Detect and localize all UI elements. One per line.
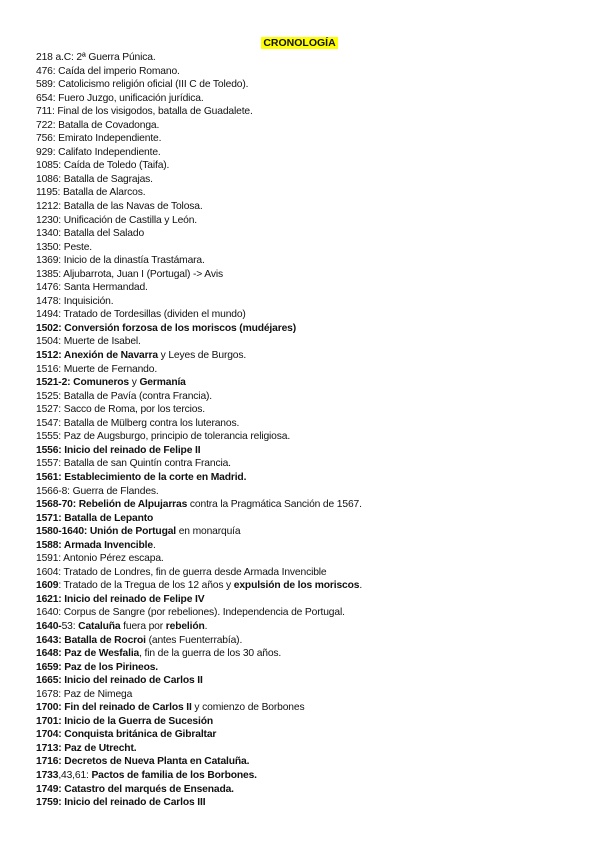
chronology-entry bbox=[36, 593, 586, 607]
entry-text-bold: 1571: Batalla de Lepanto bbox=[36, 512, 154, 524]
entry-text-bold: 1704: Conquista británica de Gibraltar bbox=[36, 729, 217, 741]
chronology-entry bbox=[36, 159, 586, 173]
entry-text-bold: 1568-70: Rebelión de Alpujarras bbox=[36, 499, 188, 511]
entry-text-bold: expulsión de los moriscos bbox=[233, 580, 360, 592]
entry-text-bold: 1502: Conversión forzosa de los moriscos (mudéjares) bbox=[36, 322, 297, 334]
entry-text: 476: Caída del imperio Romano. bbox=[36, 65, 180, 77]
entry-text: ,43,61: bbox=[58, 769, 92, 781]
entry-text: 1547: Batalla de Mülberg contra los luteranos. bbox=[36, 417, 240, 429]
chronology-entry bbox=[36, 186, 586, 200]
chronology-entry bbox=[36, 457, 586, 471]
entry-text: 1678: Paz de Nimega bbox=[36, 688, 133, 700]
chronology-entry bbox=[36, 674, 586, 688]
entry-text-bold: Germanía bbox=[139, 377, 186, 389]
chronology-entry bbox=[36, 620, 586, 634]
chronology-entry bbox=[36, 755, 586, 769]
entry-text: 589: Catolicismo religión oficial (III C de Toledo). bbox=[36, 79, 249, 91]
entry-text: 1350: Peste. bbox=[36, 241, 93, 253]
entry-text: 1516: Muerte de Fernando. bbox=[36, 363, 158, 375]
chronology-entry bbox=[36, 606, 586, 620]
entry-text: 711: Final de los visigodos, batalla de Guadalete. bbox=[36, 106, 253, 118]
entry-text: 1525: Batalla de Pavía (contra Francia). bbox=[36, 390, 213, 402]
chronology-entry bbox=[36, 51, 586, 65]
chronology-entry bbox=[36, 715, 586, 729]
entry-text-bold: rebelión bbox=[165, 620, 205, 632]
entry-text-bold: 1621: Inicio del reinado de Felipe IV bbox=[36, 593, 205, 605]
entry-text: contra la Pragmática Sanción de 1567. bbox=[187, 499, 362, 511]
entry-text: 218 a.C: 2ª Guerra Púnica. bbox=[36, 52, 156, 63]
entry-text: 1195: Batalla de Alarcos. bbox=[36, 187, 146, 199]
entry-text: 1385: Aljubarrota, Juan I (Portugal) -> Avis bbox=[36, 268, 223, 280]
chronology-entry bbox=[36, 688, 586, 702]
entry-text: 1566-8: Guerra de Flandes. bbox=[36, 485, 159, 497]
entry-text: . bbox=[152, 539, 156, 551]
chronology-entry bbox=[36, 566, 586, 580]
entry-text: y comienzo de Borbones bbox=[191, 702, 305, 714]
chronology-entry bbox=[36, 783, 586, 797]
entry-text-bold: 1588: Armada Invencible bbox=[36, 539, 153, 551]
chronology-entry bbox=[36, 539, 586, 553]
entry-text: 1212: Batalla de las Navas de Tolosa. bbox=[36, 201, 203, 213]
chronology-entry bbox=[36, 227, 586, 241]
chronology-entry bbox=[36, 268, 586, 282]
chronology-entry bbox=[36, 322, 586, 336]
chronology-entry bbox=[36, 444, 586, 458]
page-title bbox=[0, 37, 599, 50]
chronology-entry bbox=[36, 525, 586, 539]
entry-text-bold: Cataluña bbox=[78, 620, 121, 632]
entry-text: 1476: Santa Hermandad. bbox=[36, 282, 148, 294]
chronology-entry bbox=[36, 498, 586, 512]
entry-text: 756: Emirato Independiente. bbox=[36, 133, 162, 145]
entry-text: 1085: Caída de Toledo (Taifa). bbox=[36, 160, 170, 172]
chronology-entry bbox=[36, 214, 586, 228]
chronology-entry bbox=[36, 742, 586, 756]
entry-text: en monarquía bbox=[176, 526, 241, 538]
chronology-entry bbox=[36, 552, 586, 566]
entry-text-bold: 1713: Paz de Utrecht. bbox=[36, 742, 137, 754]
entry-text-bold: 1701: Inicio de la Guerra de Sucesión bbox=[36, 715, 214, 727]
entry-text: 53: bbox=[61, 620, 79, 632]
entry-text: : Tratado de la Tregua de los 12 años y bbox=[58, 580, 234, 592]
entry-text: 1640: Corpus de Sangre (por rebeliones). Independencia de Portugal. bbox=[36, 607, 345, 619]
chronology-entry bbox=[36, 485, 586, 499]
entry-text-bold: 1733 bbox=[36, 769, 59, 781]
chronology-entry bbox=[36, 146, 586, 160]
entry-text: fuera por bbox=[120, 620, 166, 632]
chronology-entry bbox=[36, 661, 586, 675]
chronology-entry bbox=[36, 376, 586, 390]
entry-text: 1478: Inquisición. bbox=[36, 295, 114, 307]
entry-text: 1369: Inicio de la dinastía Trastámara. bbox=[36, 255, 205, 267]
entry-text-bold: 1521-2: Comuneros bbox=[36, 377, 130, 389]
entry-text: y Leyes de Burgos. bbox=[157, 350, 247, 362]
entry-text-bold: 1643: Batalla de Rocroi bbox=[36, 634, 146, 646]
entry-text: 1494: Tratado de Tordesillas (dividen el mundo) bbox=[36, 309, 246, 321]
chronology-entry bbox=[36, 363, 586, 377]
entry-text: (antes Fuenterrabía). bbox=[145, 634, 243, 646]
entry-text: 1557: Batalla de san Quintín contra Francia. bbox=[36, 458, 231, 470]
entry-text-bold: 1556: Inicio del reinado de Felipe II bbox=[36, 444, 201, 456]
chronology-entry bbox=[36, 403, 586, 417]
chronology-list bbox=[36, 51, 586, 810]
entry-text: 1340: Batalla del Salado bbox=[36, 228, 145, 240]
chronology-entry bbox=[36, 105, 586, 119]
entry-text-bold: 1648: Paz de Wesfalia bbox=[36, 648, 140, 660]
chronology-entry bbox=[36, 471, 586, 485]
entry-text: 1604: Tratado de Londres, fin de guerra desde Armada Invencible bbox=[36, 566, 327, 578]
chronology-entry bbox=[36, 349, 586, 363]
chronology-entry bbox=[36, 254, 586, 268]
chronology-entry bbox=[36, 308, 586, 322]
entry-text: 1504: Muerte de Isabel. bbox=[36, 336, 141, 348]
chronology-entry bbox=[36, 132, 586, 146]
entry-text: y bbox=[129, 377, 140, 389]
entry-text-bold: 1512: Anexión de Navarra bbox=[36, 350, 158, 362]
title-highlight: CRONOLOGÍA bbox=[263, 37, 336, 49]
entry-text-bold: 1759: Inicio del reinado de Carlos III bbox=[36, 797, 206, 809]
entry-text: 929: Califato Independiente. bbox=[36, 146, 161, 158]
chronology-entry bbox=[36, 769, 586, 783]
chronology-entry bbox=[36, 634, 586, 648]
chronology-entry bbox=[36, 200, 586, 214]
chronology-entry bbox=[36, 430, 586, 444]
chronology-entry bbox=[36, 796, 586, 810]
entry-text-bold: 1640- bbox=[36, 620, 62, 632]
entry-text-bold: 1659: Paz de los Pirineos. bbox=[36, 661, 159, 673]
entry-text: 1591: Antonio Pérez escapa. bbox=[36, 553, 164, 565]
chronology-entry bbox=[36, 78, 586, 92]
chronology-entry bbox=[36, 241, 586, 255]
chronology-entry bbox=[36, 647, 586, 661]
chronology-entry bbox=[36, 119, 586, 133]
chronology-entry bbox=[36, 512, 586, 526]
entry-text: 1527: Sacco de Roma, por los tercios. bbox=[36, 404, 206, 416]
chronology-entry bbox=[36, 92, 586, 106]
chronology-entry bbox=[36, 728, 586, 742]
entry-text: 722: Batalla de Covadonga. bbox=[36, 119, 160, 131]
entry-text: 1086: Batalla de Sagrajas. bbox=[36, 173, 153, 185]
entry-text: 1230: Unificación de Castilla y León. bbox=[36, 214, 198, 226]
entry-text: . bbox=[359, 580, 363, 592]
chronology-entry bbox=[36, 65, 586, 79]
chronology-entry bbox=[36, 579, 586, 593]
entry-text-bold: 1580-1640: Unión de Portugal bbox=[36, 526, 176, 538]
chronology-entry bbox=[36, 295, 586, 309]
chronology-entry bbox=[36, 417, 586, 431]
entry-text: 654: Fuero Juzgo, unificación jurídica. bbox=[36, 92, 204, 104]
chronology-entry bbox=[36, 173, 586, 187]
entry-text-bold: Pactos de familia de los Borbones. bbox=[91, 769, 257, 781]
entry-text-bold: 1609 bbox=[36, 580, 59, 592]
entry-text-bold: 1700: Fin del reinado de Carlos II bbox=[36, 702, 192, 714]
entry-text: , fin de la guerra de los 30 años. bbox=[139, 648, 282, 660]
entry-text: 1555: Paz de Augsburgo, principio de tolerancia religiosa. bbox=[36, 431, 291, 443]
entry-text: . bbox=[204, 620, 208, 632]
entry-text-bold: 1716: Decretos de Nueva Planta en Cataluña. bbox=[36, 756, 250, 768]
chronology-entry bbox=[36, 335, 586, 349]
chronology-entry bbox=[36, 701, 586, 715]
entry-text-bold: 1665: Inicio del reinado de Carlos II bbox=[36, 675, 203, 687]
chronology-entry bbox=[36, 281, 586, 295]
chronology-entry bbox=[36, 390, 586, 404]
entry-text-bold: 1561: Establecimiento de la corte en Madrid. bbox=[36, 471, 247, 483]
entry-text-bold: 1749: Catastro del marqués de Ensenada. bbox=[36, 783, 234, 795]
